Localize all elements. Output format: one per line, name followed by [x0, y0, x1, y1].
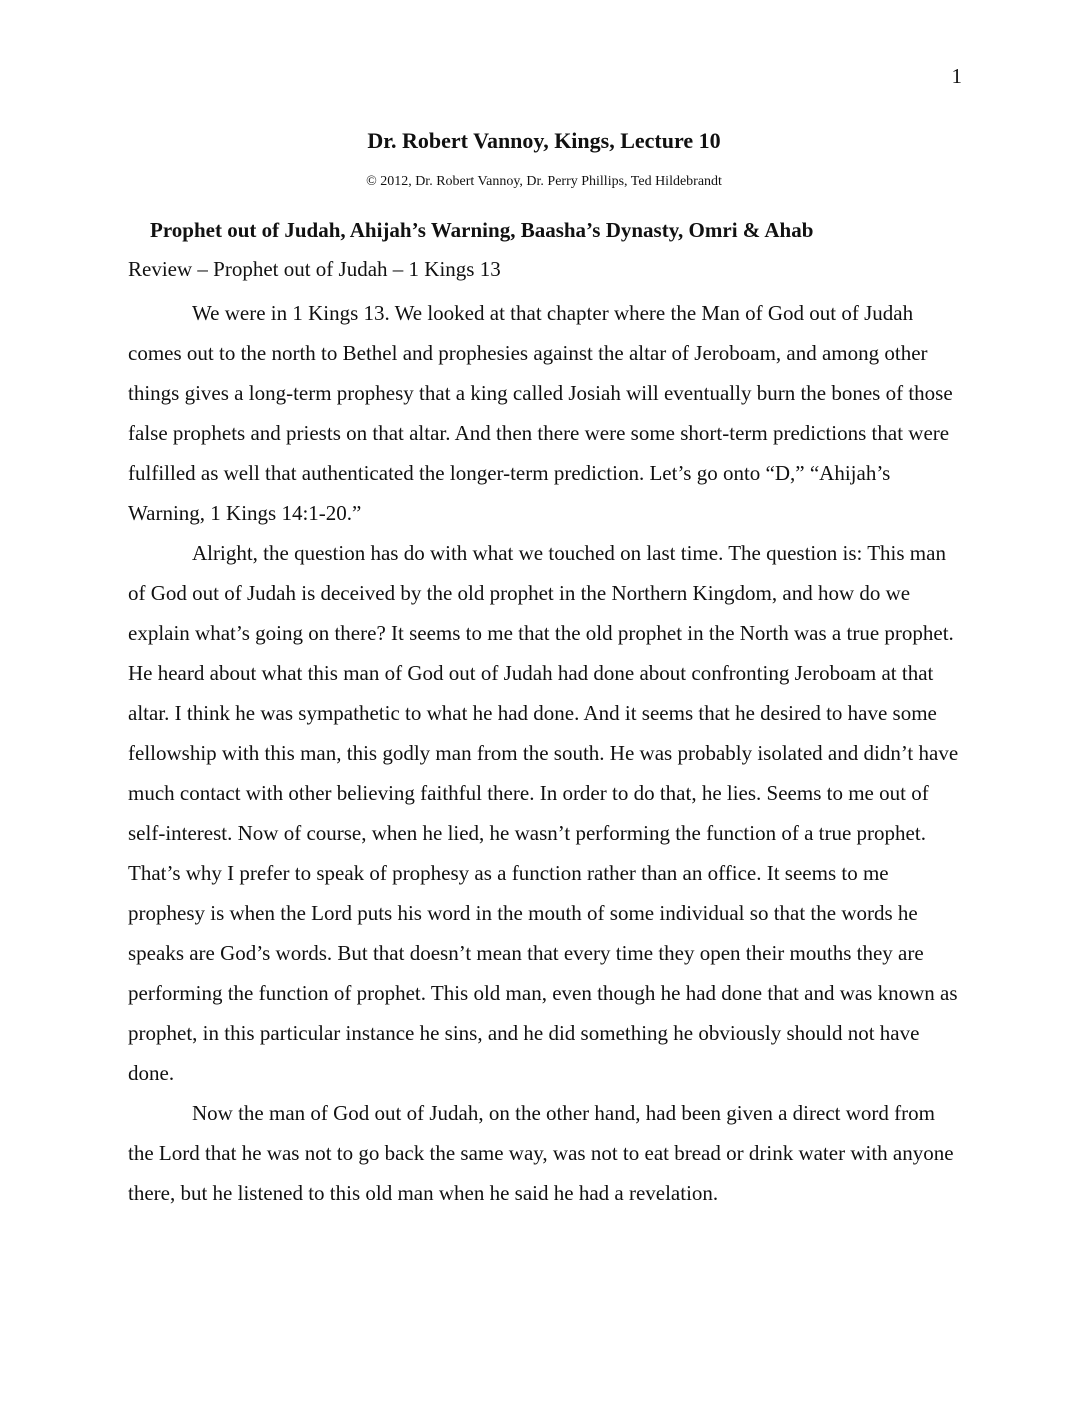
paragraph: Now the man of God out of Judah, on the other hand, had been given a direct word from the Lord that he was not to go back the same way, was not to eat bread or drink water with anyone there, but he listened to this old man when he said he had a revelation. [128, 1101, 954, 1205]
document-title: Dr. Robert Vannoy, Kings, Lecture 10 [367, 128, 721, 153]
lecture-heading: Prophet out of Judah, Ahijah’s Warning, Baasha’s Dynasty, Omri & Ahab [150, 218, 814, 242]
copyright-line: © 2012, Dr. Robert Vannoy, Dr. Perry Phillips, Ted Hildebrandt [366, 174, 722, 189]
page-number: 1 [951, 64, 962, 88]
body-text [128, 293, 962, 1213]
review-heading: Review – Prophet out of Judah – 1 Kings 13 [128, 257, 501, 281]
paragraph: We were in 1 Kings 13. We looked at that chapter where the Man of God out of Judah comes out to the north to Bethel and prophesies against the altar of Jeroboam, and among other things gives a long-term prophesy that a king called Josiah will eventually burn the bones of those false prophets and priests on that altar. And then there were some short-term predictions that were fulfilled as well that authenticated the longer-term prediction. Let’s go onto “D,” “Ahijah’s Warning, 1 Kings 14:1-20.” [128, 301, 953, 525]
paragraph: Alright, the question has do with what we touched on last time. The question is: This man of God out of Judah is deceived by the old prophet in the Northern Kingdom, and how do we explain what’s going on there? It seems to me that the old prophet in the North was a true prophet. He heard about what this man of God out of Judah had done about confronting Jeroboam at that altar. I think he was sympathetic to what he had done. And it seems that he desired to have some fellowship with this man, this godly man from the south. He was probably isolated and didn’t have much contact with other believing faithful there. In order to do that, he lies. Seems to me out of self-interest. Now of course, when he lied, he wasn’t performing the function of a true prophet. That’s why I prefer to speak of prophesy as a function rather than an office. It seems to me prophesy is when the Lord puts his word in the mouth of some individual so that the words he speaks are God’s words. But that doesn’t mean that every time they open their mouths they are performing the function of prophet. This old man, even though he had done that and was known as prophet, in this particular instance he sins, and he did something he obviously should not have done. [128, 541, 959, 1085]
